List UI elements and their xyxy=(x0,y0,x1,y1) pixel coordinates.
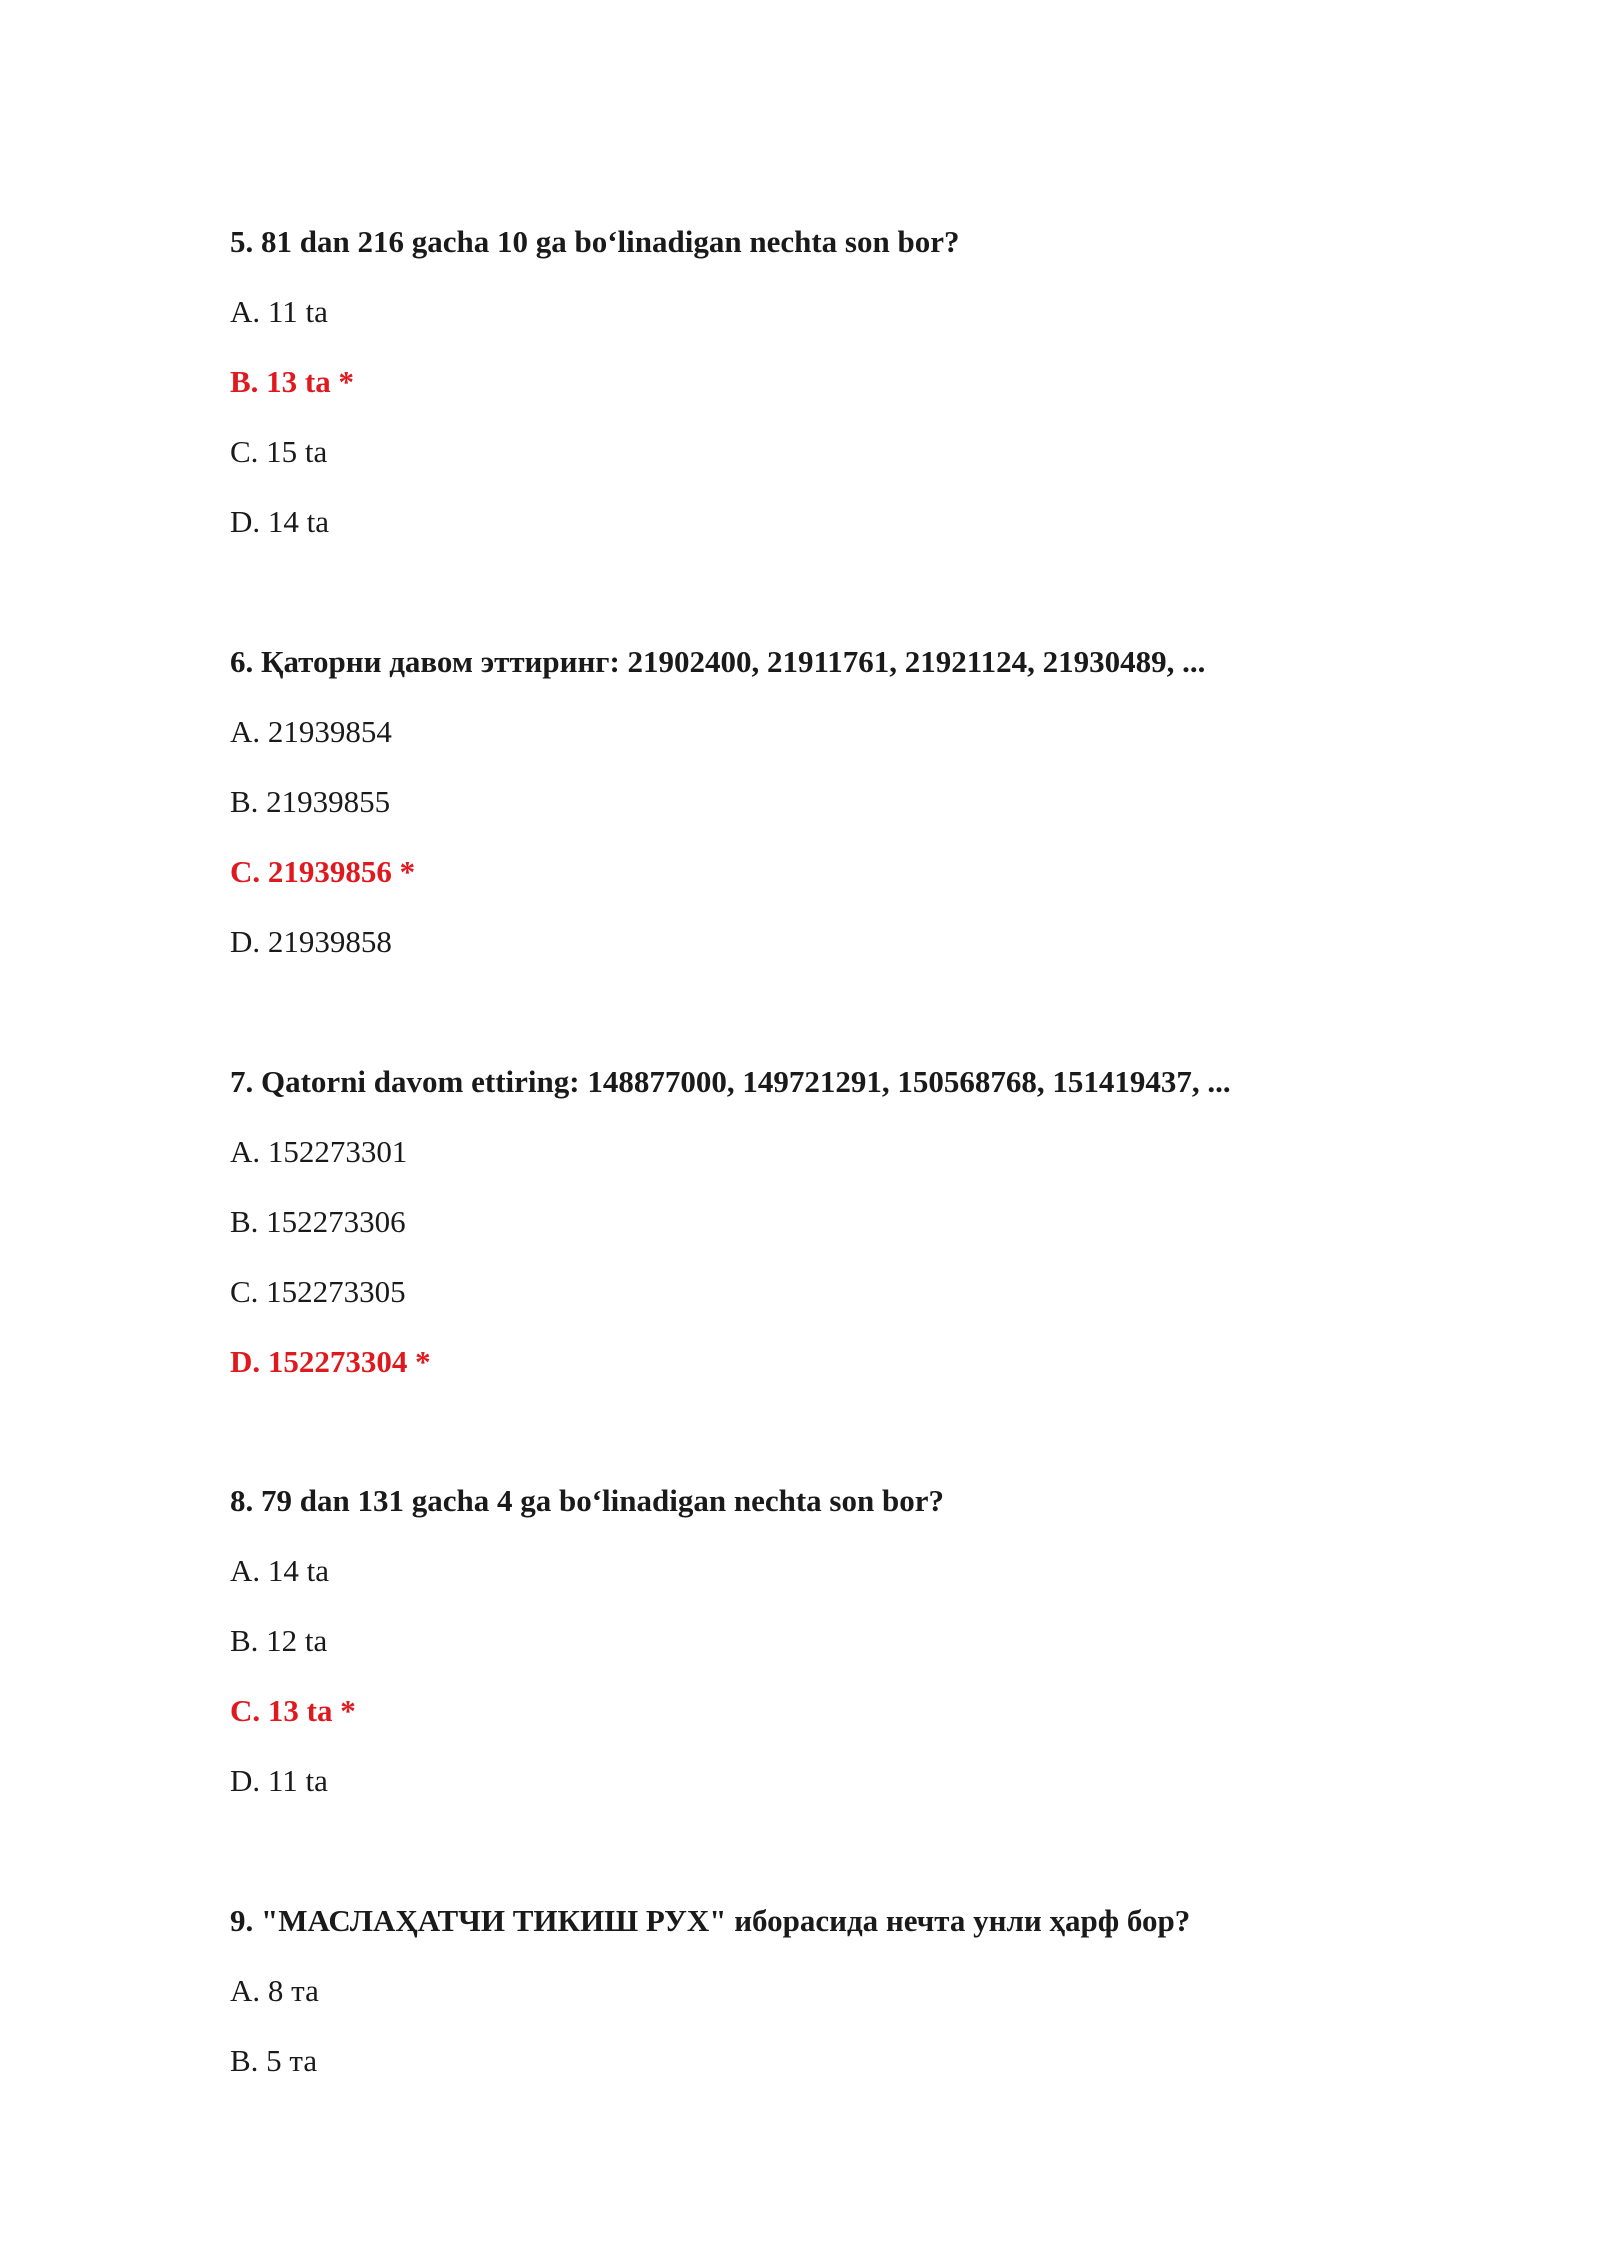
option-d: D. 21939858 xyxy=(230,924,392,959)
question-text: 9. "МАСЛАҲАТЧИ ТИКИШ РУХ" иборасида нечта унли ҳарф бор? xyxy=(230,1903,1191,1938)
question-text: 5. 81 dan 216 gacha 10 ga bo‘linadigan nechta son bor? xyxy=(230,224,960,259)
question-9 xyxy=(230,1902,1430,2112)
option-b-correct: B. 13 ta * xyxy=(230,364,354,399)
option-b: B. 21939855 xyxy=(230,784,391,819)
option-c-correct: C. 13 ta * xyxy=(230,1693,356,1728)
option-a: A. 21939854 xyxy=(230,714,392,749)
option-a: A. 11 ta xyxy=(230,294,328,329)
question-text: 8. 79 dan 131 gacha 4 ga bo‘linadigan nechta son bor? xyxy=(230,1483,944,1518)
option-a: A. 14 ta xyxy=(230,1553,330,1588)
option-c: C. 152273305 xyxy=(230,1274,406,1309)
question-7 xyxy=(230,1063,1430,1413)
option-c: C. 15 ta xyxy=(230,434,328,469)
option-b: B. 152273306 xyxy=(230,1204,406,1239)
option-d-correct: D. 152273304 * xyxy=(230,1344,431,1379)
question-5 xyxy=(230,223,1430,573)
option-b: B. 5 та xyxy=(230,2043,318,2078)
option-c-correct: C. 21939856 * xyxy=(230,854,416,889)
question-text: 7. Qatorni davom ettiring: 148877000, 149721291, 150568768, 151419437, ... xyxy=(230,1064,1231,1099)
option-b: B. 12 ta xyxy=(230,1623,328,1658)
question-8 xyxy=(230,1482,1430,1832)
question-text: 6. Қаторни давом эттиринг: 21902400, 21911761, 21921124, 21930489, ... xyxy=(230,644,1206,679)
option-a: A. 152273301 xyxy=(230,1134,408,1169)
option-d: D. 14 ta xyxy=(230,504,330,539)
question-6 xyxy=(230,643,1430,993)
option-d: D. 11 ta xyxy=(230,1763,328,1798)
option-a: A. 8 та xyxy=(230,1973,319,2008)
